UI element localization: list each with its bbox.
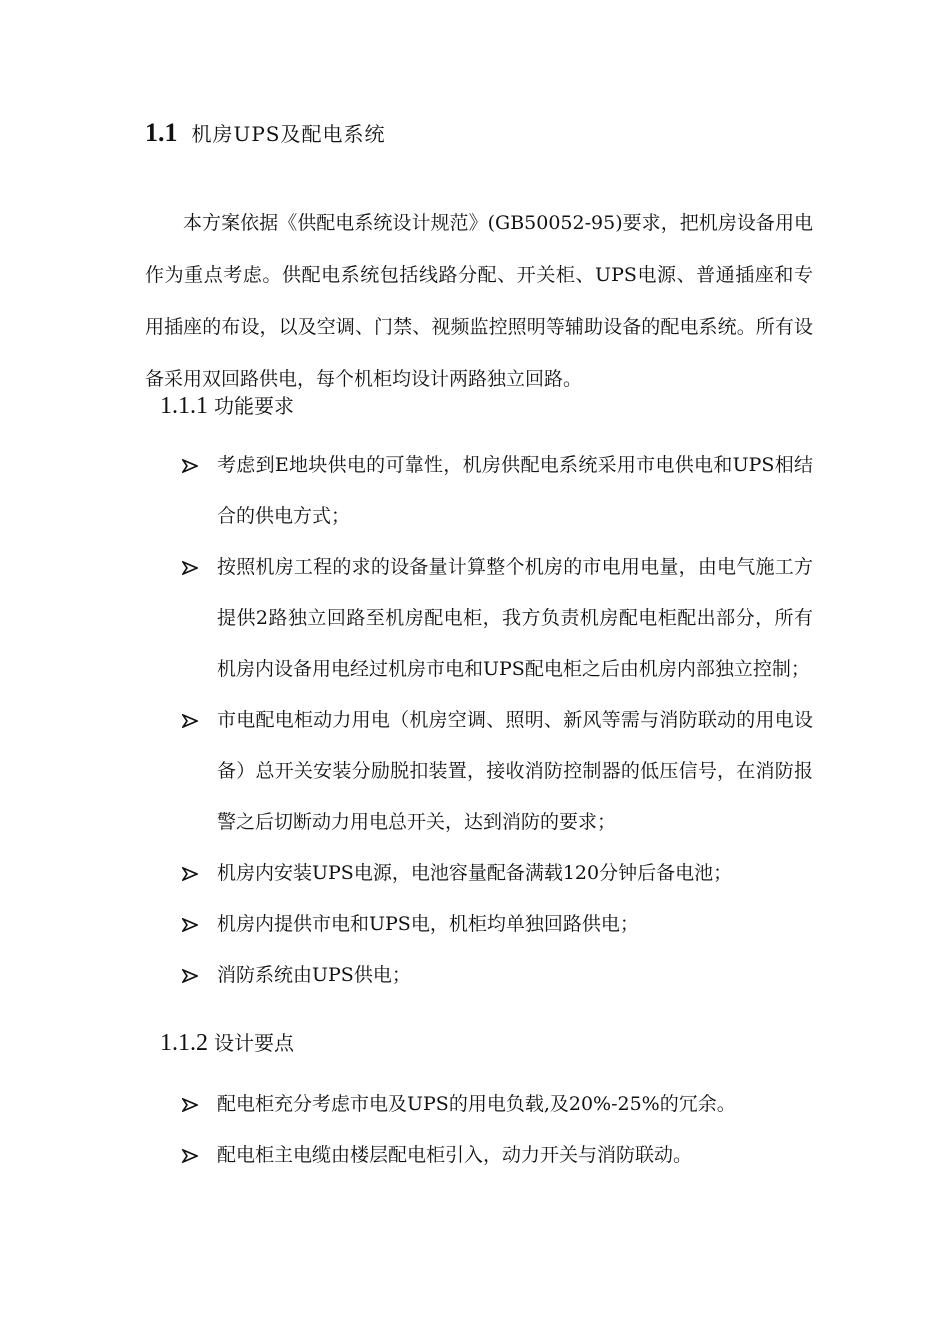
list-item-text: 机房内安装UPS电源，电池容量配备满载120分钟后备电池； <box>217 862 733 884</box>
list-item-text: 配电柜充分考虑市电及UPS的用电负载,及20%-25%的冗余。 <box>217 1093 736 1115</box>
list-item-text: 按照机房工程的求的设备量计算整个机房的市电用电量，由电气施工方提供2路独立回路至机房配电柜，我方负责机房配电柜配出部分，所有机房内设备用电经过机房市电和UPS配电柜之后由机房内部独立控制； <box>217 556 813 680</box>
list-item <box>180 695 813 848</box>
subsection-heading-design-points <box>160 1027 294 1063</box>
arrowhead-bullet-icon <box>180 440 200 491</box>
list-item <box>180 950 813 1001</box>
list-item <box>180 899 813 950</box>
list-item <box>180 1079 813 1130</box>
list-item-text: 考虑到E地块供电的可靠性，机房供配电系统采用市电供电和UPS相结合的供电方式； <box>217 454 813 527</box>
section-number: 1.1 <box>145 118 178 147</box>
arrowhead-bullet-icon <box>180 542 200 593</box>
arrowhead-bullet-icon <box>180 899 200 950</box>
list-item-text: 配电柜主电缆由楼层配电柜引入，动力开关与消防联动。 <box>217 1144 693 1166</box>
list-item <box>180 1130 813 1181</box>
subsection-title: 功能要求 <box>214 394 294 418</box>
subsection-number: 1.1.2 <box>160 1030 208 1056</box>
arrowhead-bullet-icon <box>180 1079 200 1130</box>
list-item <box>180 848 813 899</box>
subsection-number: 1.1.1 <box>160 393 208 419</box>
list-item-text: 市电配电柜动力用电（机房空调、照明、新风等需与消防联动的用电设备）总开关安装分励脱扣装置，接收消防控制器的低压信号，在消防报警之后切断动力用电总开关，达到消防的要求； <box>217 709 813 833</box>
functional-requirements-list <box>180 440 813 1001</box>
arrowhead-bullet-icon <box>180 695 200 746</box>
section-intro-paragraph: 本方案依据《供配电系统设计规范》(GB50052-95)要求，把机房设备用电作为重点考虑。供配电系统包括线路分配、开关柜、UPS电源、普通插座和专用插座的布设，以及空调、门禁、视频监控照明等辅助设备的配电系统。所有设备采用双回路供电，每个机柜均设计两路独立回路。 <box>145 212 813 390</box>
list-item-text: 消防系统由UPS供电； <box>217 964 411 986</box>
list-item-text: 机房内提供市电和UPS电，机柜均单独回路供电； <box>217 913 639 935</box>
subsection-title: 设计要点 <box>214 1031 294 1055</box>
section-title: 机房UPS及配电系统 <box>191 122 386 146</box>
list-item <box>180 542 813 695</box>
design-points-list <box>180 1079 813 1181</box>
arrowhead-bullet-icon <box>180 1130 200 1181</box>
arrowhead-bullet-icon <box>180 950 200 1001</box>
list-item <box>180 440 813 542</box>
section-heading <box>145 118 386 154</box>
arrowhead-bullet-icon <box>180 848 200 899</box>
subsection-heading-functional-requirements <box>160 390 294 426</box>
